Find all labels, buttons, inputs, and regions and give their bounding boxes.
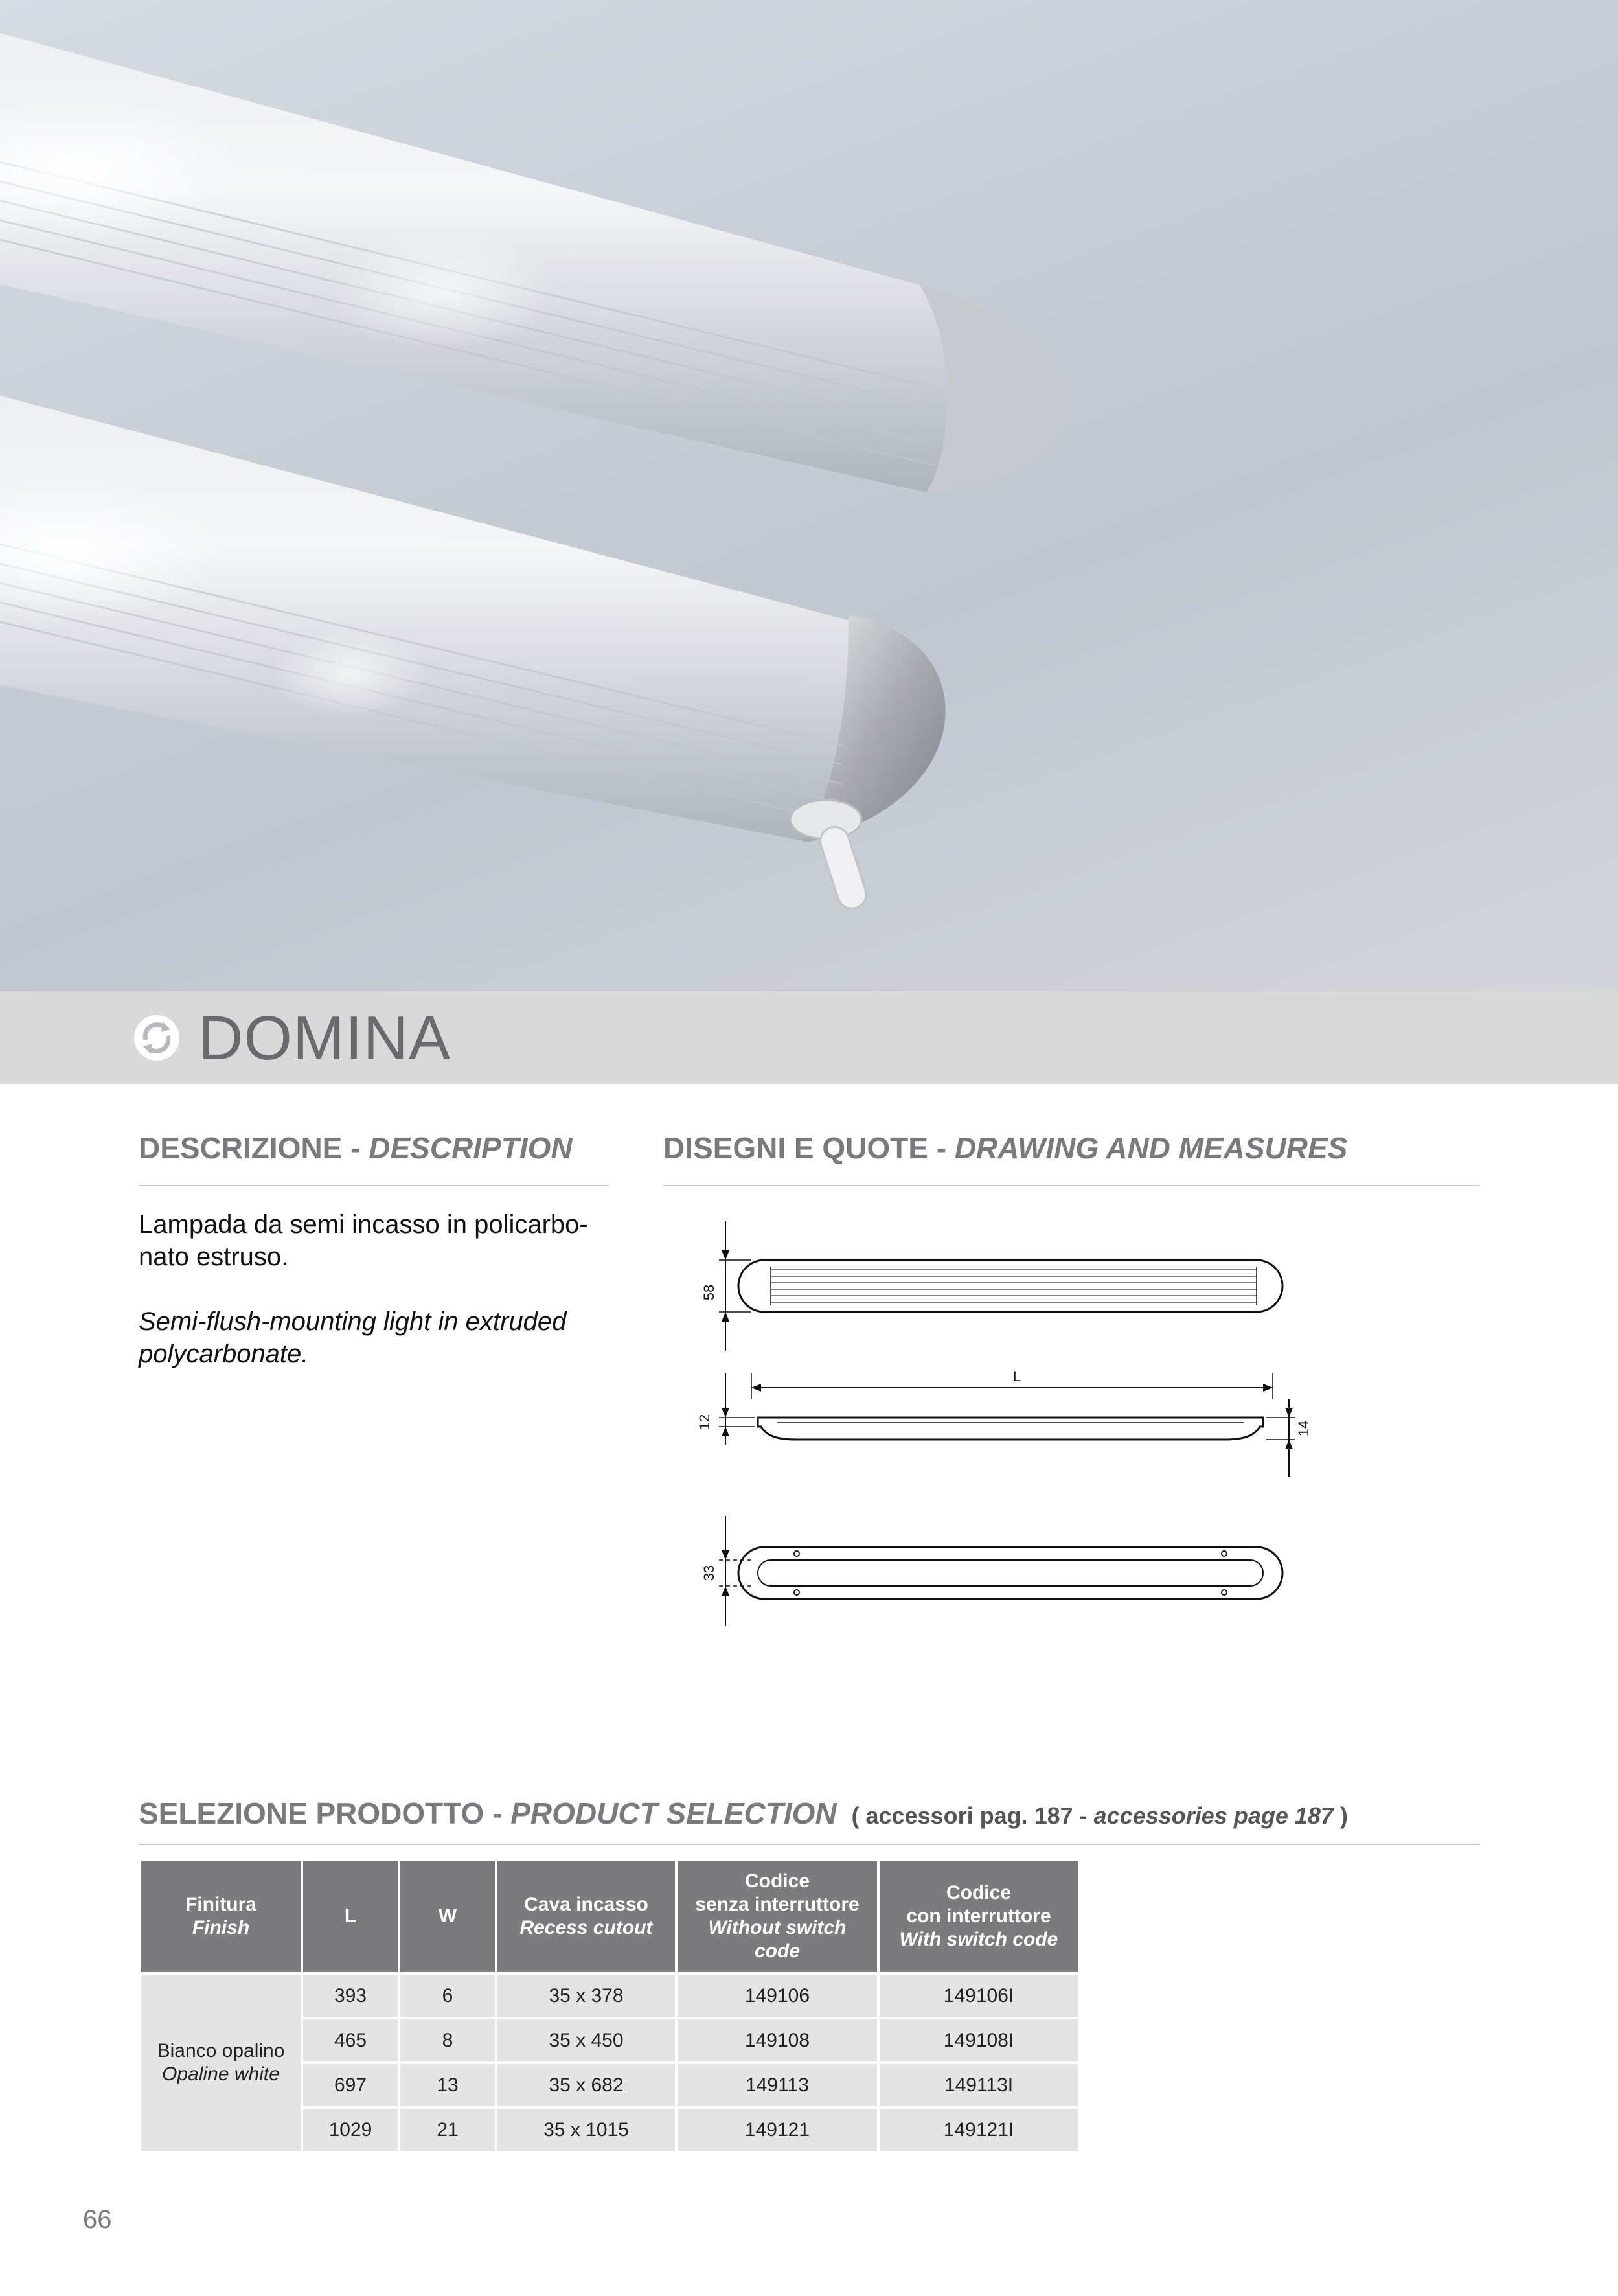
cell-code: 149121 [678,2109,877,2151]
col-code-with-switch: Codice con interruttore With switch code [880,1861,1078,1972]
description-text-en-line2: polycarbonate. [139,1340,309,1368]
selection-heading-it: SELEZIONE PRODOTTO - [139,1797,503,1830]
cell-cutout: 35 x 378 [497,1975,675,2017]
cell-code: 149106 [678,1975,877,2017]
description-heading-en: DESCRIPTION [369,1131,573,1165]
description-text-it [139,1208,618,1273]
table-header-row [141,1861,1078,1972]
cell-width: 13 [400,2064,495,2106]
drawing-side-view [758,1418,1263,1440]
description-heading [139,1131,573,1165]
table-row [141,1975,1078,2017]
dim-14: 14 [1295,1420,1312,1437]
drawing-heading-it: DISEGNI E QUOTE - [663,1131,947,1165]
description-text-en [139,1305,618,1370]
cell-code-switch: 149121I [880,2109,1078,2151]
dim-33: 33 [701,1565,717,1581]
accessories-note-it: ( accessori pag. 187 - [851,1802,1088,1829]
cell-code: 149108 [678,2019,877,2061]
dim-L: L [1012,1368,1021,1384]
selection-rule [139,1844,1479,1845]
drawing-heading [663,1131,1347,1165]
selection-heading-en: PRODUCT SELECTION [510,1797,837,1830]
accessories-note-en: accessories page 187 [1093,1802,1334,1829]
product-table [139,1858,1080,2153]
lamp-photo-illustration [0,0,1618,991]
cell-length: 697 [303,2064,398,2106]
col-length: L [303,1861,398,1972]
dim-58: 58 [701,1284,717,1301]
title-band [0,991,1618,1084]
description-text-it-line1: Lampada da semi incasso in policarbo- [139,1210,588,1239]
drawing-top-view [738,1260,1282,1312]
col-code-without-switch: Codice senza interruttore Without switch code [678,1861,877,1972]
cell-code-switch: 149108I [880,2019,1078,2061]
dim-12: 12 [696,1414,712,1430]
technical-drawing [674,1205,1373,1646]
cell-cutout: 35 x 450 [497,2019,675,2061]
cell-code: 149113 [678,2064,877,2106]
page-number: 66 [83,2205,112,2234]
col-finish: Finitura Finish [141,1861,301,1972]
cell-length: 465 [303,2019,398,2061]
description-text-it-line2: nato estruso. [139,1243,289,1271]
accessories-note [845,1802,1348,1829]
page-title: DOMINA [198,1004,451,1073]
recycle-logo-icon [133,1014,181,1062]
finish-cell: Bianco opalino Opaline white [141,1975,301,2151]
cell-code-switch: 149113I [880,2064,1078,2106]
drawing-heading-en: DRAWING AND MEASURES [954,1131,1348,1165]
selection-heading [139,1796,1348,1831]
description-rule [139,1185,609,1186]
accessories-note-close: ) [1339,1802,1348,1829]
cell-length: 393 [303,1975,398,2017]
cell-cutout: 35 x 1015 [497,2109,675,2151]
cell-width: 8 [400,2019,495,2061]
cell-width: 6 [400,1975,495,2017]
drawing-rule [663,1185,1479,1186]
col-cutout: Cava incasso Recess cutout [497,1861,675,1972]
cell-cutout: 35 x 682 [497,2064,675,2106]
cell-length: 1029 [303,2109,398,2151]
product-photo [0,0,1618,991]
description-text-en-line1: Semi-flush-mounting light in extruded [139,1307,567,1336]
description-heading-it: DESCRIZIONE - [139,1131,361,1165]
col-width: W [400,1861,495,1972]
drawing-cutout-view [738,1547,1282,1599]
cell-width: 21 [400,2109,495,2151]
cell-code-switch: 149106I [880,1975,1078,2017]
